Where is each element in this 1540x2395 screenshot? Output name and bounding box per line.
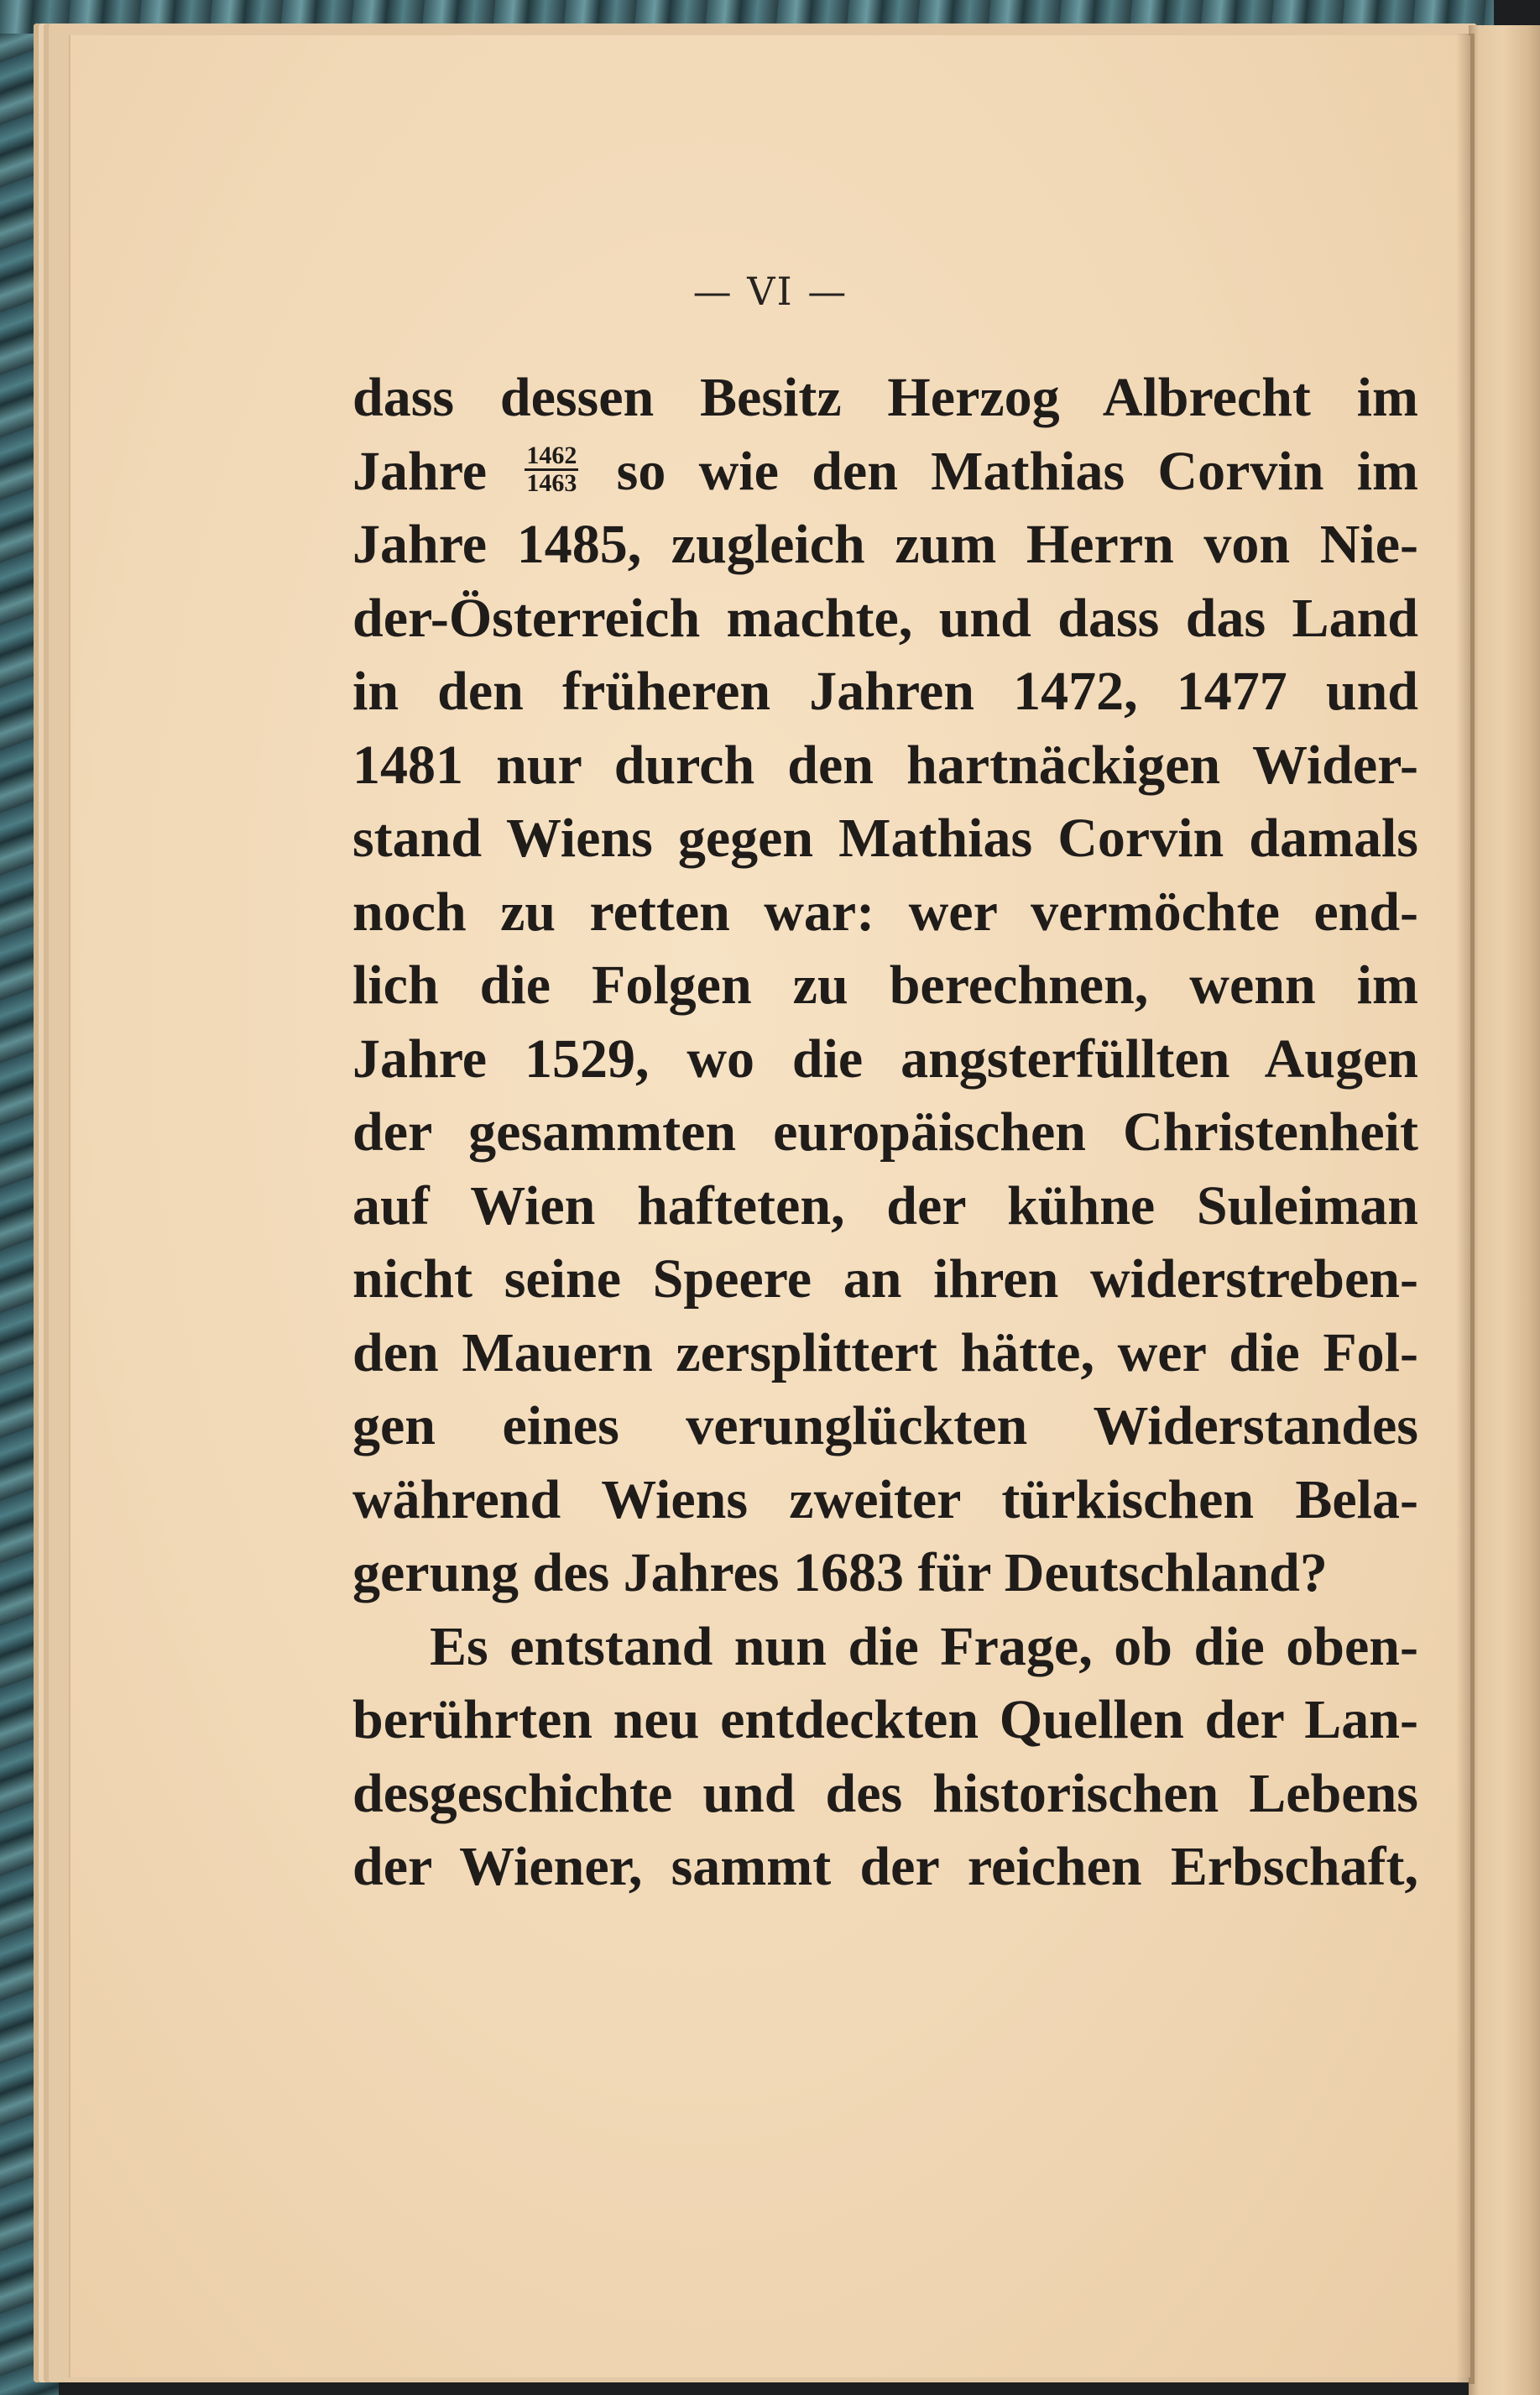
text-line: den Mauern zersplittert hätte, wer die Fol- xyxy=(352,1321,1418,1383)
text-line: während Wiens zweiter türkischen Bela- xyxy=(352,1468,1418,1530)
gutter-shadow xyxy=(1456,34,1475,2384)
page-number-header: — VI — xyxy=(692,269,848,314)
text-line-paragraph-start: Es entstand nun die Frage, ob die oben- xyxy=(430,1615,1418,1677)
text-line: der Wiener, sammt der reichen Erbschaft, xyxy=(352,1836,1418,1897)
text-line: Jahre 1529, wo die angsterfüllten Augen xyxy=(352,1028,1418,1090)
text-line: nicht seine Speere an ihren widerstreben- xyxy=(352,1248,1418,1310)
text-line-with-fraction xyxy=(352,435,1418,509)
text-line: 1481 nur durch den hartnäckigen Wider- xyxy=(352,734,1418,796)
text-line: der gesammten europäischen Christenheit xyxy=(352,1101,1418,1163)
text-line: berührten neu entdeckten Quellen der Lan- xyxy=(352,1689,1418,1750)
page-body-text xyxy=(352,361,1418,1904)
text-line: Jahre 1485, zugleich zum Herrn von Nie- xyxy=(352,514,1418,575)
text-line: dass dessen Besitz Herzog Albrecht im xyxy=(352,367,1418,428)
text-fragment: so wie den Mathias Corvin im xyxy=(616,440,1419,502)
text-line: noch zu retten war: wer vermöchte end- xyxy=(352,881,1418,943)
text-fragment: Jahre xyxy=(352,440,488,502)
text-line: gerung des Jahres 1683 für Deutschland? xyxy=(352,1542,1328,1603)
text-line: gen eines verunglückten Widerstandes xyxy=(352,1395,1418,1456)
text-line: stand Wiens gegen Mathias Corvin damals xyxy=(352,808,1418,869)
text-line: der-Österreich machte, und dass das Land xyxy=(352,587,1418,649)
facing-page-edge xyxy=(1469,25,1540,2395)
book-page xyxy=(69,35,1470,2377)
text-line: lich die Folgen zu berechnen, wenn im xyxy=(352,954,1418,1016)
text-line: desgeschichte und des historischen Lebens xyxy=(352,1762,1418,1824)
text-line: in den früheren Jahren 1472, 1477 und xyxy=(352,661,1418,722)
text-line: auf Wien hafteten, der kühne Suleiman xyxy=(352,1174,1418,1237)
fraction xyxy=(525,443,578,496)
fraction-denominator: 1463 xyxy=(526,468,577,497)
fraction-numerator: 1462 xyxy=(526,441,577,469)
